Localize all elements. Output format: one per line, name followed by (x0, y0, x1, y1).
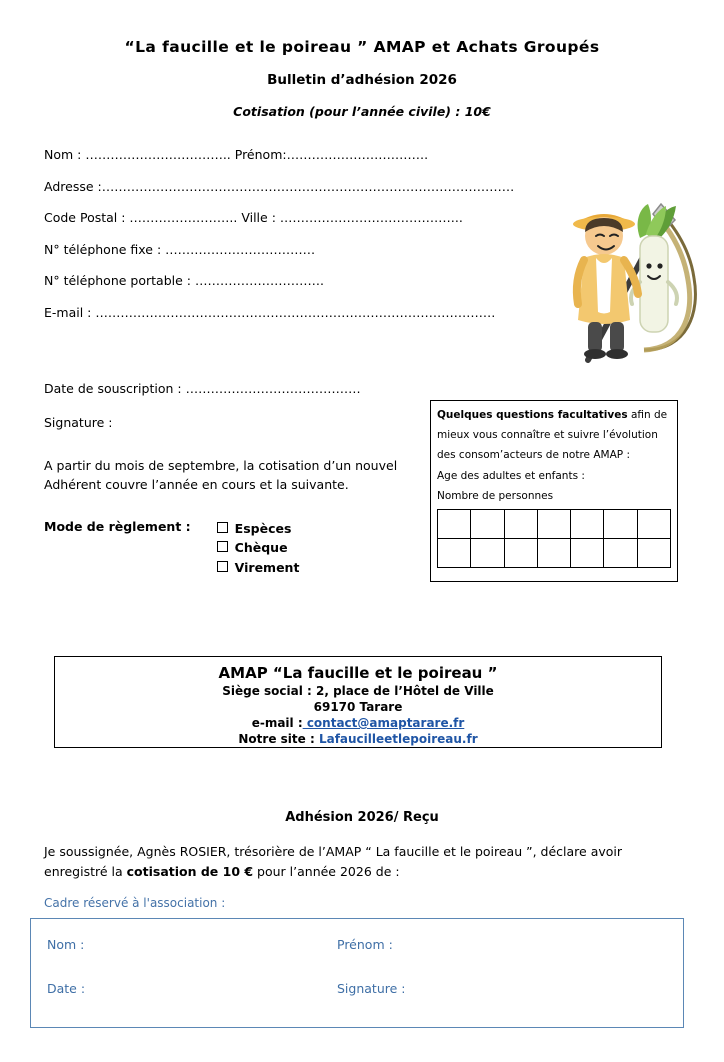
payment-option-cheque[interactable] (217, 538, 300, 557)
optional-questions-box (430, 400, 678, 582)
grid-cell[interactable] (537, 510, 570, 539)
checkbox-icon[interactable] (217, 522, 228, 533)
grid-cell[interactable] (537, 539, 570, 568)
document-page (0, 38, 724, 1062)
receipt-statement (44, 842, 680, 882)
receipt-text-part1: Je soussignée, Agnès ROSIER, trésorière de l’AMAP “ La faucille et le poireau ”, déclare avoir enregistré la (44, 844, 623, 879)
grid-cell[interactable] (637, 510, 670, 539)
reserved-field-prenom[interactable]: Prénom : (337, 937, 393, 952)
field-code-postal-ville[interactable]: Code Postal : …………………….. Ville : …………………………………….. (44, 212, 463, 225)
amap-contact-box (54, 656, 662, 748)
field-telephone-fixe[interactable]: N° téléphone fixe : ……………………………… (44, 243, 316, 256)
questions-line-3: des consom’acteurs de notre AMAP : (437, 449, 630, 462)
document-subtitle: Bulletin d’adhésion 2026 (267, 72, 457, 88)
email-link[interactable]: contact@amaptarare.fr (302, 716, 465, 730)
amap-postal-city: 69170 Tarare (313, 700, 403, 714)
website-label: Notre site : (238, 732, 315, 746)
amap-email-row (55, 716, 661, 730)
receipt-text-part2: pour l’année 2026 de : (253, 864, 400, 879)
questions-title (437, 408, 671, 422)
field-telephone-portable[interactable]: N° téléphone portable : …………………………. (44, 275, 324, 288)
field-signature[interactable]: Signature : (44, 415, 113, 430)
payment-option-label: Espèces (234, 520, 292, 536)
checkbox-icon[interactable] (217, 561, 228, 572)
payment-option-virement[interactable] (217, 558, 300, 577)
grid-cell[interactable] (471, 539, 504, 568)
amap-name: AMAP “La faucille et le poireau ” (218, 664, 498, 682)
grid-cell[interactable] (471, 510, 504, 539)
questions-title-bold: Quelques questions facultatives (437, 409, 628, 421)
reserved-association-box (30, 918, 684, 1028)
questions-line-2: mieux vous connaître et suivre l’évolution (437, 429, 658, 442)
payment-option-label: Virement (234, 559, 300, 575)
grid-cell[interactable] (571, 510, 604, 539)
payment-options (217, 519, 300, 577)
payment-option-label: Chèque (234, 540, 288, 556)
reserved-label: Cadre réservé à l'association : (44, 896, 226, 910)
amap-address: Siège social : 2, place de l’Hôtel de Ville (222, 684, 494, 698)
grid-cell[interactable] (504, 510, 537, 539)
amap-website-row (55, 732, 661, 746)
cotisation-line: Cotisation (pour l’année civile) : 10€ (233, 104, 491, 119)
questions-answer-grid[interactable] (437, 509, 671, 568)
questions-title-rest: afin de (627, 409, 668, 421)
farmer-and-leek-illustration (548, 174, 708, 380)
field-nom-prenom[interactable]: Nom : …………………………….. Prénom:……………………………. (44, 149, 429, 162)
field-email[interactable]: E-mail : …………………………………………………………………………………… (44, 306, 496, 319)
grid-cell[interactable] (571, 539, 604, 568)
reserved-field-signature[interactable]: Signature : (337, 981, 406, 996)
reserved-field-date[interactable]: Date : (47, 981, 86, 996)
payment-label: Mode de règlement : (44, 518, 191, 534)
payment-option-especes[interactable] (217, 519, 300, 538)
field-adresse[interactable]: Adresse :……………………………………………………………………………………… (44, 180, 515, 193)
questions-line-5: Nombre de personnes (437, 489, 554, 502)
questions-line-4: Age des adultes et enfants : (437, 469, 585, 482)
table-row[interactable] (438, 510, 671, 539)
email-label: e-mail : (251, 716, 303, 730)
grid-cell[interactable] (604, 539, 637, 568)
page-title: “La faucille et le poireau ” AMAP et Achats Groupés (124, 38, 600, 56)
grid-cell[interactable] (604, 510, 637, 539)
table-row[interactable] (438, 539, 671, 568)
grid-cell[interactable] (504, 539, 537, 568)
receipt-title: Adhésion 2026/ Reçu (285, 810, 439, 825)
september-note: A partir du mois de septembre, la cotisation d’un nouvel Adhérent couvre l’année en cours et la suivante. (44, 458, 398, 493)
grid-cell[interactable] (438, 539, 471, 568)
grid-cell[interactable] (438, 510, 471, 539)
field-date-souscription[interactable]: Date de souscription : …………………………………… (44, 381, 361, 396)
receipt-amount: cotisation de 10 € (126, 864, 254, 879)
reserved-field-nom[interactable]: Nom : (47, 937, 85, 952)
grid-cell[interactable] (637, 539, 670, 568)
website-link[interactable]: Lafaucilleetlepoireau.fr (314, 732, 478, 746)
checkbox-icon[interactable] (217, 541, 228, 552)
